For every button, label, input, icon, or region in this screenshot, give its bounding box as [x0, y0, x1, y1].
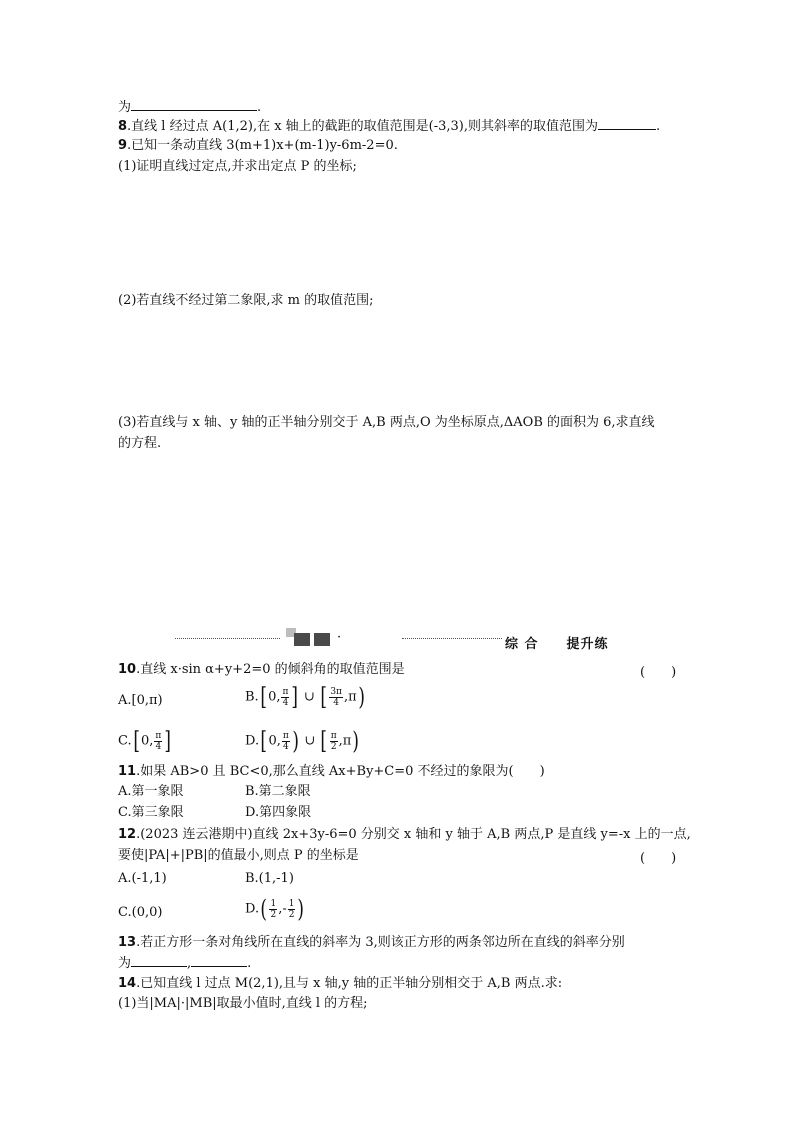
option-c: C.[0, $\frac{\pi}{4}$ ]: [118, 727, 172, 755]
answer-parenthesis: ( ): [640, 665, 677, 680]
section-divider: [0, 628, 794, 658]
question-13: 13.若正方形一条对角线所在直线的斜率为 3,则该正方形的两条邻边所在直线的斜率分别: [118, 935, 625, 950]
question-8: 8.直线 l 经过点 A(1,2),在 x 轴上的截距的取值范围是(-3,3),则其斜率的取值范围为 .: [118, 119, 661, 134]
option-b: B.[0, $\frac{\pi}{4}$ ] ∪ [ $\frac{3\pi}{4}$ ,π): [245, 683, 365, 711]
answer-blank[interactable]: [191, 954, 247, 967]
question-9-part-2: (2)若直线不经过第二象限,求 m 的取值范围;: [118, 293, 374, 308]
answer-blank[interactable]: [131, 98, 257, 111]
option-d: D.[0, $\frac{\pi}{4}$ ) ∪ [ $\frac{\pi}{2}$ ,π): [245, 727, 360, 755]
answer-line-continuation: 为 .: [118, 100, 262, 115]
section-title: 综 合 提升练: [505, 637, 609, 652]
question-11: 11.如果 AB>0 且 BC<0,那么直线 Ax+By+C=0 不经过的象限为( ): [118, 764, 545, 779]
question-9: 9.已知一条动直线 3(m+1)x+(m-1)y-6m-2=0.: [118, 138, 398, 153]
answer-blank[interactable]: [598, 117, 656, 130]
section-dot: ·: [337, 630, 342, 645]
option-b: B.第二象限: [245, 784, 311, 799]
option-b: B.(1,-1): [245, 871, 294, 886]
question-9-part-1: (1)证明直线过定点,并求出定点 P 的坐标;: [118, 159, 357, 174]
option-a: A.(-1,1): [118, 871, 167, 886]
question-9-part-3-line-2: 的方程.: [118, 436, 162, 451]
answer-blank[interactable]: [131, 954, 187, 967]
question-12: 12.(2023 连云港期中)直线 2x+3y-6=0 分别交 x 轴和 y 轴于 A,B 两点,P 是直线 y=-x 上的一点,: [118, 827, 691, 842]
question-14-part-1: (1)当|MA|·|MB|取最小值时,直线 l 的方程;: [118, 996, 368, 1011]
option-a: A.第一象限: [118, 784, 184, 799]
option-c: C.第三象限: [118, 805, 184, 820]
question-10: 10.直线 x·sin α+y+2=0 的倾斜角的取值范围是: [118, 662, 405, 677]
option-d: D.( $\frac{1}{2}$ ,- $\frac{1}{2}$ ): [245, 895, 305, 923]
decor-square-icon: [314, 633, 330, 646]
question-14: 14.已知直线 l 过点 M(2,1),且与 x 轴,y 轴的正半轴分别相交于 A,B 两点.求:: [118, 976, 563, 991]
question-12-line-2: 要使|PA|+|PB|的值最小,则点 P 的坐标是: [118, 848, 359, 863]
option-a: A.[0,π): [118, 693, 163, 708]
dotted-rule-left: [175, 638, 280, 639]
option-c: C.(0,0): [118, 905, 163, 920]
option-d: D.第四象限: [245, 805, 312, 820]
answer-parenthesis: ( ): [640, 851, 677, 866]
question-13-line-2: 为 , .: [118, 956, 252, 971]
question-9-part-3-line-1: (3)若直线与 x 轴、y 轴的正半轴分别交于 A,B 两点,O 为坐标原点,ΔAOB 的面积为 6,求直线: [118, 415, 655, 430]
dotted-rule-right: [402, 638, 502, 639]
decor-square-icon: [294, 633, 310, 646]
